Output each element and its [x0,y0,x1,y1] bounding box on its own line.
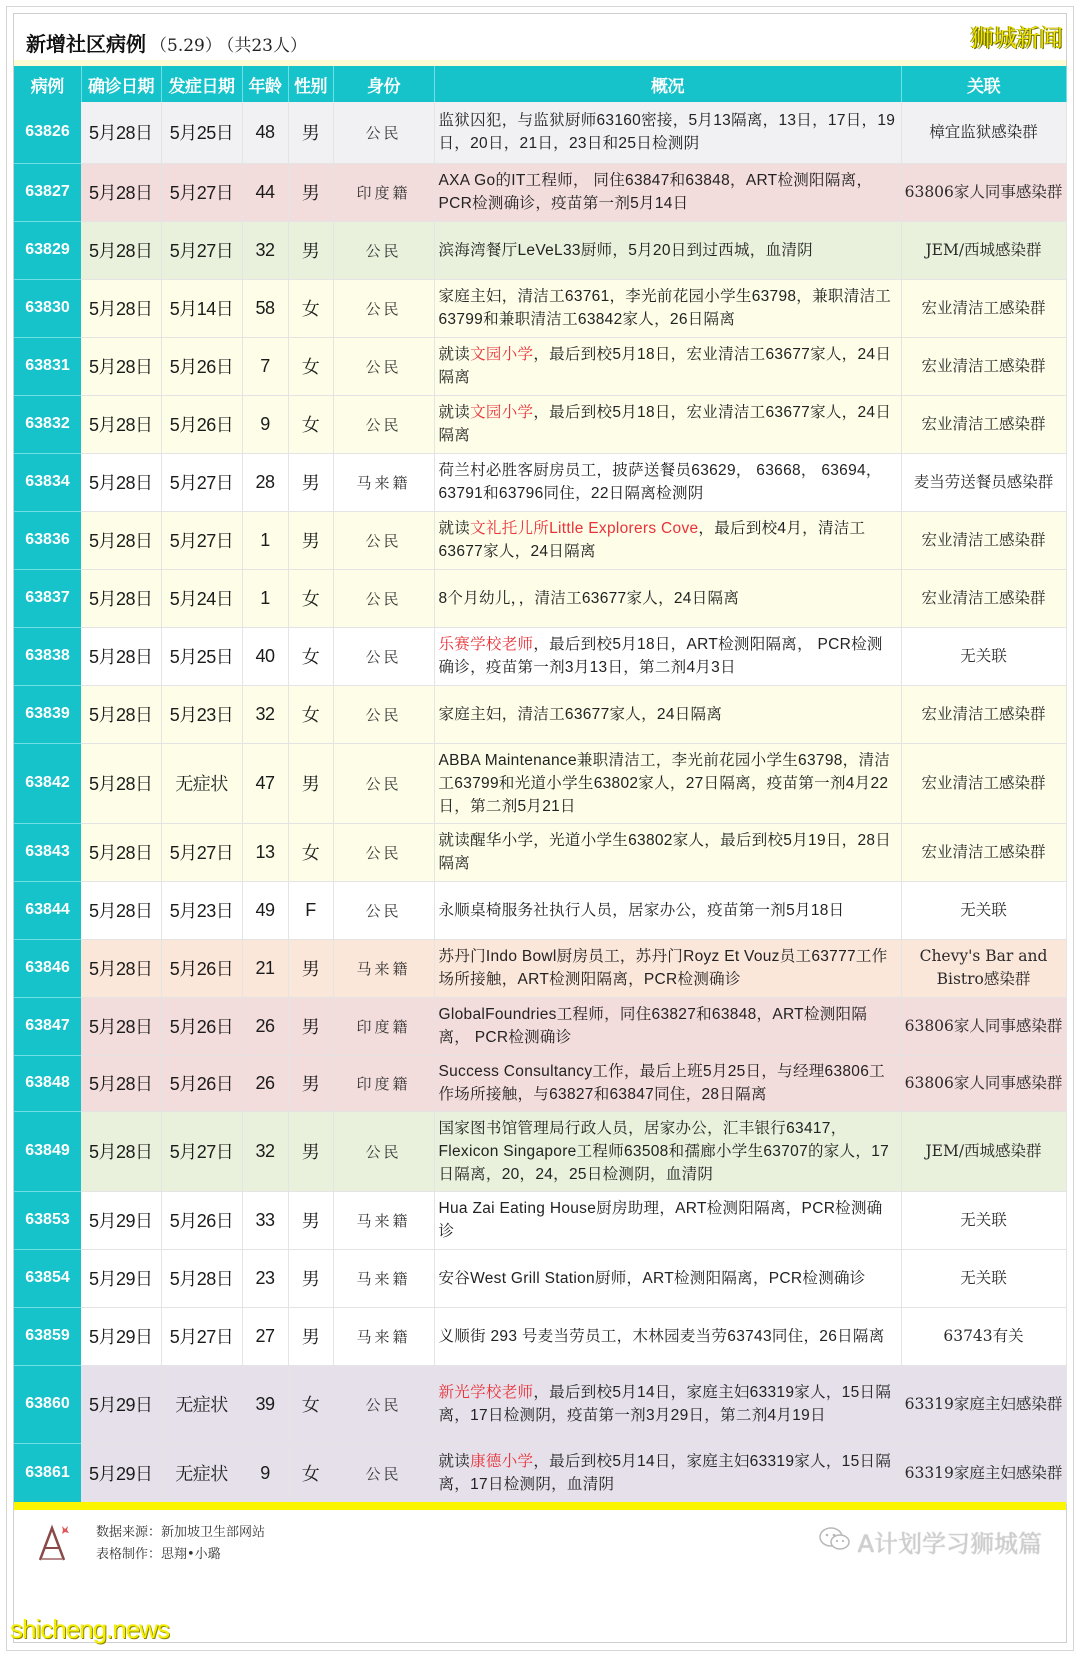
confirmed-date: 5月28日 [81,395,161,453]
case-summary [434,1307,901,1365]
nationality-status: 公民 [333,1111,434,1191]
sex: 男 [288,1191,333,1249]
age: 49 [242,881,288,939]
footer-credits [96,1522,265,1566]
summary-text: ，最后到校5月14日，家庭主妇63319家人，15日隔离，17日检测阴，血清阴 [438,1453,892,1493]
case-id: 63860 [14,1365,81,1443]
nationality-status: 公民 [333,569,434,627]
summary-highlight: 康德小学 [470,1453,534,1470]
age: 21 [242,939,288,997]
data-source: 数据来源：新加坡卫生部网站 [96,1525,266,1540]
confirmed-date: 5月29日 [81,1365,161,1443]
summary-highlight: 文礼托儿所Little Explorers Cove [470,520,699,537]
case-id: 63834 [14,453,81,511]
cluster-link: 宏业清洁工感染群 [901,279,1066,337]
case-summary [434,823,901,881]
confirmed-date: 5月29日 [81,1443,161,1503]
sex: 男 [288,743,333,823]
onset-date: 5月25日 [161,627,242,685]
summary-highlight: 文园小学 [470,346,534,363]
age: 28 [242,453,288,511]
confirmed-date: 5月29日 [81,1191,161,1249]
age: 26 [242,1055,288,1111]
wechat-account [818,1524,1042,1559]
case-summary [434,395,901,453]
confirmed-date: 5月28日 [81,569,161,627]
title-bar [14,14,1066,66]
age: 47 [242,743,288,823]
a-plan-logo-icon [32,1522,74,1564]
age: 32 [242,221,288,279]
case-summary [434,997,901,1055]
nationality-status: 印度籍 [333,1055,434,1111]
onset-date: 5月27日 [161,1307,242,1365]
summary-text: ，最后到校5月14日，家庭主妇63319家人，15日隔离，17日检测阴，疫苗第一剂3月29日，第二剂4月19日 [438,1384,892,1424]
cluster-link: 无关联 [901,881,1066,939]
sex: 女 [288,569,333,627]
summary-prefix: 就读 [438,1453,471,1470]
nationality-status: 马来籍 [333,453,434,511]
confirmed-date: 5月28日 [81,997,161,1055]
table-row [14,569,1066,627]
sex: 女 [288,337,333,395]
onset-date: 5月27日 [161,221,242,279]
cluster-link: 宏业清洁工感染群 [901,337,1066,395]
case-summary [434,1191,901,1249]
summary-text: 荷兰村必胜客厨房员工，披萨送餐员63629， 63668， 63694， 63791和63796同住，22日隔离检测阴 [438,462,882,502]
cluster-link: 63319家庭主妇感染群 [901,1443,1066,1503]
case-summary [434,881,901,939]
summary-text: Hua Zai Eating House厨房助理，ART检测阳隔离，PCR检测确诊 [438,1200,883,1240]
summary-highlight: 文园小学 [470,404,534,421]
cluster-link: 无关联 [901,1191,1066,1249]
confirmed-date: 5月29日 [81,1307,161,1365]
age: 58 [242,279,288,337]
case-id: 63826 [14,102,81,163]
onset-date: 5月26日 [161,395,242,453]
confirmed-date: 5月28日 [81,1111,161,1191]
age: 48 [242,102,288,163]
confirmed-date: 5月28日 [81,881,161,939]
onset-date: 5月28日 [161,1249,242,1307]
table-row [14,1191,1066,1249]
table-row [14,337,1066,395]
case-summary [434,1365,901,1443]
table-credit: 表格制作：思翔•小璐 [96,1547,221,1562]
case-id: 63839 [14,685,81,743]
age: 23 [242,1249,288,1307]
table-row [14,939,1066,997]
sex: 女 [288,627,333,685]
summary-text: AXA Go的IT工程师， 同住63847和63848，ART检测阳隔离， PCR检测确诊，疫苗第一剂5月14日 [438,172,873,212]
age: 1 [242,569,288,627]
sex: 男 [288,1055,333,1111]
sex: 女 [288,685,333,743]
confirmed-date: 5月28日 [81,337,161,395]
sex: 女 [288,279,333,337]
case-id: 63837 [14,569,81,627]
cluster-link: Chevy's Bar and Bistro感染群 [901,939,1066,997]
onset-date: 无症状 [161,1365,242,1443]
onset-date: 5月14日 [161,279,242,337]
sex: 男 [288,939,333,997]
nationality-status: 公民 [333,511,434,569]
onset-date: 5月27日 [161,453,242,511]
summary-text: Success Consultancy工作，最后上班5月25日，与经理63806工作场所接触，与63827和63847同住，28日隔离 [438,1063,885,1103]
cluster-link: 无关联 [901,627,1066,685]
table-row [14,881,1066,939]
sex: 男 [288,221,333,279]
column-header-age: 年龄 [242,66,288,102]
table-header-row [14,66,1066,102]
cluster-link: 宏业清洁工感染群 [901,511,1066,569]
confirmed-date: 5月28日 [81,279,161,337]
table-row [14,997,1066,1055]
nationality-status: 马来籍 [333,939,434,997]
table-row [14,627,1066,685]
table-row [14,279,1066,337]
case-id: 63849 [14,1111,81,1191]
column-header-summary: 概况 [434,66,901,102]
nationality-status: 印度籍 [333,163,434,221]
cluster-link: 63806家人同事感染群 [901,1055,1066,1111]
age: 26 [242,997,288,1055]
age: 39 [242,1365,288,1443]
age: 32 [242,1111,288,1191]
case-summary [434,279,901,337]
sex: 男 [288,163,333,221]
confirmed-date: 5月29日 [81,1249,161,1307]
case-id: 63836 [14,511,81,569]
nationality-status: 公民 [333,1365,434,1443]
summary-text: 家庭主妇，清洁工63761，李光前花园小学生63798，兼职清洁工63799和兼职清洁工63842家人，26日隔离 [438,288,892,328]
case-id: 63854 [14,1249,81,1307]
nationality-status: 印度籍 [333,997,434,1055]
column-header-sex: 性别 [288,66,333,102]
case-id: 63842 [14,743,81,823]
nationality-status: 公民 [333,823,434,881]
nationality-status: 公民 [333,685,434,743]
nationality-status: 公民 [333,337,434,395]
nationality-status: 公民 [333,627,434,685]
confirmed-date: 5月28日 [81,823,161,881]
table-row [14,1443,1066,1503]
cluster-link: 63806家人同事感染群 [901,997,1066,1055]
case-id: 63846 [14,939,81,997]
onset-date: 5月24日 [161,569,242,627]
case-id: 63861 [14,1443,81,1503]
table-row [14,1365,1066,1443]
summary-highlight: 乐赛学校老师 [438,636,534,653]
age: 1 [242,511,288,569]
summary-text: GlobalFoundries工程师，同住63827和63848，ART检测阳隔离， PCR检测确诊 [438,1006,868,1046]
case-id: 63859 [14,1307,81,1365]
case-id: 63831 [14,337,81,395]
table-row [14,1307,1066,1365]
footer [14,1510,1066,1620]
table-row [14,743,1066,823]
sex: 女 [288,823,333,881]
confirmed-date: 5月28日 [81,627,161,685]
confirmed-date: 5月28日 [81,511,161,569]
case-summary [434,939,901,997]
case-summary [434,1443,901,1503]
cluster-link: 宏业清洁工感染群 [901,395,1066,453]
onset-date: 5月26日 [161,337,242,395]
table-row [14,221,1066,279]
case-summary [434,453,901,511]
age: 9 [242,395,288,453]
confirmed-date: 5月28日 [81,1055,161,1111]
case-id: 63838 [14,627,81,685]
nationality-status: 公民 [333,221,434,279]
nationality-status: 公民 [333,395,434,453]
age: 33 [242,1191,288,1249]
cluster-link: JEM/西城感染群 [901,221,1066,279]
summary-text: 滨海湾餐厅LeVeL33厨师，5月20日到过西城，血清阴 [438,241,813,259]
table-body [14,102,1066,1503]
summary-text: 8个月幼儿，，清洁工63677家人，24日隔离 [438,589,740,607]
summary-highlight: 新光学校老师 [438,1384,534,1401]
summary-text: 永顺桌椅服务社执行人员，居家办公，疫苗第一剂5月18日 [438,901,845,919]
onset-date: 5月26日 [161,1055,242,1111]
cluster-link: 宏业清洁工感染群 [901,823,1066,881]
case-id: 63844 [14,881,81,939]
cluster-link: 63743有关 [901,1307,1066,1365]
onset-date: 无症状 [161,1443,242,1503]
case-summary [434,221,901,279]
summary-prefix: 就读 [438,404,471,421]
onset-date: 5月26日 [161,939,242,997]
case-id: 63832 [14,395,81,453]
brand-logo: 狮城新闻 [970,24,1062,52]
table-row [14,1249,1066,1307]
confirmed-date: 5月28日 [81,453,161,511]
sex: 女 [288,1443,333,1503]
case-id: 63830 [14,279,81,337]
onset-date: 5月25日 [161,102,242,163]
age: 44 [242,163,288,221]
onset-date: 5月26日 [161,1191,242,1249]
summary-text: ，最后到校5月18日，宏业清洁工63677家人，24日隔离 [438,404,892,444]
confirmed-date: 5月28日 [81,685,161,743]
case-summary [434,1055,901,1111]
case-id: 63848 [14,1055,81,1111]
summary-text: 义顺街 293 号麦当劳员工，木林园麦当劳63743同住，26日隔离 [438,1327,885,1345]
case-summary [434,511,901,569]
sex: 男 [288,1249,333,1307]
sex: 男 [288,997,333,1055]
sex: 男 [288,453,333,511]
onset-date: 5月27日 [161,823,242,881]
case-table-card [13,13,1067,1643]
case-id: 63827 [14,163,81,221]
case-summary [434,627,901,685]
nationality-status: 公民 [333,743,434,823]
cluster-link: 麦当劳送餐员感染群 [901,453,1066,511]
column-header-link: 关联 [901,66,1066,102]
onset-date: 5月27日 [161,163,242,221]
title-main: 新增社区病例 [26,32,146,56]
summary-text: ，最后到校4月，清洁工63677家人，24日隔离 [438,520,866,560]
summary-text: 监狱囚犯，与监狱厨师63160密接，5月13隔离，13日，17日，19日，20日，21日，23日和25日检测阴 [438,112,896,153]
onset-date: 5月23日 [161,881,242,939]
column-header-status: 身份 [333,66,434,102]
case-id: 63853 [14,1191,81,1249]
case-summary [434,1249,901,1307]
age: 9 [242,1443,288,1503]
sex: 女 [288,395,333,453]
footer-divider [14,1502,1066,1510]
case-summary [434,1111,901,1191]
cluster-link: 63319家庭主妇感染群 [901,1365,1066,1443]
confirmed-date: 5月28日 [81,221,161,279]
cluster-link: 宏业清洁工感染群 [901,743,1066,823]
column-header-confirmed-date: 确诊日期 [81,66,161,102]
wechat-icon [818,1526,852,1558]
page-title [26,28,307,57]
case-summary [434,337,901,395]
age: 40 [242,627,288,685]
summary-text: ，最后到校5月18日，ART检测阳隔离， PCR检测确诊，疫苗第一剂3月13日，第二剂4月3日 [438,636,883,676]
case-summary [434,569,901,627]
case-summary [434,102,901,163]
column-header-onset-date: 发症日期 [161,66,242,102]
cluster-link: 樟宜监狱感染群 [901,102,1066,163]
nationality-status: 马来籍 [333,1191,434,1249]
nationality-status: 马来籍 [333,1249,434,1307]
age: 7 [242,337,288,395]
cases-table [14,66,1067,1504]
nationality-status: 公民 [333,881,434,939]
table-row [14,511,1066,569]
cluster-link: 63806家人同事感染群 [901,163,1066,221]
table-row [14,163,1066,221]
case-summary [434,685,901,743]
age: 13 [242,823,288,881]
cluster-link: JEM/西城感染群 [901,1111,1066,1191]
table-row [14,102,1066,163]
case-id: 63847 [14,997,81,1055]
cluster-link: 无关联 [901,1249,1066,1307]
sex: F [288,881,333,939]
summary-text: 就读醒华小学，光道小学生63802家人，最后到校5月19日，28日隔离 [438,832,892,872]
sex: 男 [288,1111,333,1191]
age: 27 [242,1307,288,1365]
table-row [14,1111,1066,1191]
nationality-status: 马来籍 [333,1307,434,1365]
case-summary [434,743,901,823]
summary-prefix: 就读 [438,520,471,537]
onset-date: 5月27日 [161,1111,242,1191]
sex: 男 [288,1307,333,1365]
summary-text: 苏丹门Indo Bowl厨房员工，苏丹门Royz Et Vouz员工63777工作场所接触，ART检测阳隔离，PCR检测确诊 [438,948,888,988]
sex: 男 [288,102,333,163]
confirmed-date: 5月28日 [81,743,161,823]
cluster-link: 宏业清洁工感染群 [901,569,1066,627]
table-row [14,685,1066,743]
onset-date: 5月23日 [161,685,242,743]
age: 32 [242,685,288,743]
sex: 男 [288,511,333,569]
case-id: 63829 [14,221,81,279]
confirmed-date: 5月28日 [81,102,161,163]
case-id: 63843 [14,823,81,881]
site-watermark: shicheng.news [10,1614,169,1644]
summary-text: 国家图书馆管理局行政人员，居家办公，汇丰银行63417， Flexicon Singapore工程师63508和孺廊小学生63707的家人，17日隔离，20，24，25日检测阴，血清阴 [438,1119,890,1183]
table-row [14,395,1066,453]
summary-text: ABBA Maintenance兼职清洁工，李光前花园小学生63798，清洁工63799和光道小学生63802家人，27日隔离，疫苗第一剂4月22日，第二剂5月21日 [438,751,891,815]
title-date: （5.29） [150,36,222,56]
nationality-status: 公民 [333,102,434,163]
confirmed-date: 5月28日 [81,163,161,221]
title-total: （共23人） [225,36,307,56]
wechat-account-name: A计划学习狮城篇 [857,1530,1042,1558]
cluster-link: 宏业清洁工感染群 [901,685,1066,743]
case-summary [434,163,901,221]
summary-prefix: 就读 [438,346,471,363]
nationality-status: 公民 [333,1443,434,1503]
summary-text: 家庭主妇，清洁工63677家人，24日隔离 [438,705,723,723]
onset-date: 5月27日 [161,511,242,569]
summary-text: ，最后到校5月18日，宏业清洁工63677家人，24日隔离 [438,346,892,386]
onset-date: 5月26日 [161,997,242,1055]
summary-text: 安谷West Grill Station厨师，ART检测阳隔离，PCR检测确诊 [438,1269,866,1287]
table-row [14,1055,1066,1111]
column-header-case-id: 病例 [14,66,81,102]
confirmed-date: 5月28日 [81,939,161,997]
onset-date: 无症状 [161,743,242,823]
nationality-status: 公民 [333,279,434,337]
sex: 女 [288,1365,333,1443]
table-row [14,823,1066,881]
table-row [14,453,1066,511]
